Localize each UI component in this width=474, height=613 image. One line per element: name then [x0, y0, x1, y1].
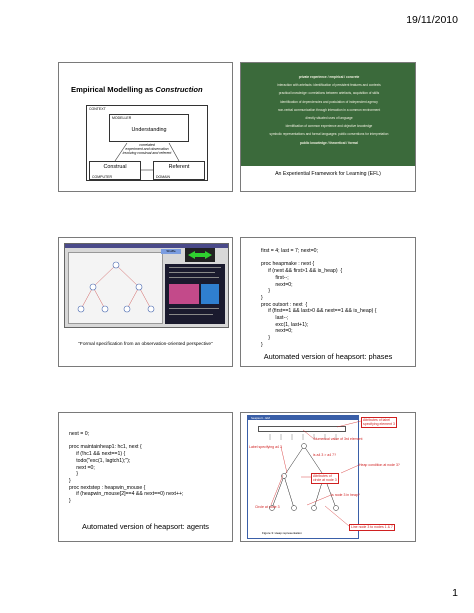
shuffle-button[interactable]: Shuffle [161, 249, 181, 254]
circle-node-annotation: Circle at node 3 [255, 505, 280, 509]
slide-efl [240, 62, 416, 192]
heapsort-screenshot [64, 243, 229, 328]
heap-figure-caption: Figure 3: Heap representation [262, 531, 302, 535]
phases-code: first = 4; last = 7; next=0; proc heapmake : next { if (next && first>1 && is_heap) { first--; next=0; } } proc outsort : next { if (first==1 && last>0 && next==1 && is_heap) { last--; exc(1, last+1); next=0; } } [261, 248, 377, 348]
efl-line-5: directly situated uses of language [305, 115, 353, 120]
label-specifying-annotation: Label specifying a4 3 [249, 445, 282, 449]
comparison-annotation: is a4 3 > a4 7? [313, 453, 337, 457]
slide5-caption: Automated version of heapsort: agents [82, 522, 209, 531]
efl-line-2: practical knowledge: correlations between artefacts, acquisition of skills [278, 91, 380, 96]
tree-canvas [68, 252, 163, 324]
heap-condition-annotation: Heap condition at node 3? [359, 463, 400, 467]
slide-heapsort-agents [58, 412, 233, 542]
attributes-label-annotation: Attributes of label specifying element 3 [363, 418, 395, 427]
efl-line-4: non-verbal communication through interaction in a common environment [277, 107, 381, 112]
referent-label: Referent [168, 164, 190, 170]
correlation-line-3: involving construal and referent [122, 151, 172, 155]
efl-line-8: public knowledge / theoretical / formal [300, 140, 358, 145]
construction-diagram [86, 105, 208, 181]
slide-empirical-modelling [58, 62, 233, 192]
page-date: 19/11/2010 [406, 14, 458, 26]
numerical-value-annotation: Numerical value of 3rd element [314, 437, 363, 441]
attributes-circle-annotation: Attributes of circle at node 3 [313, 474, 337, 483]
computer-label: COMPUTER [92, 175, 113, 179]
correlation-line-2: experiment and observation [125, 147, 169, 151]
window-title: heapsort - EM [251, 416, 270, 420]
green-arrows-icon [185, 248, 215, 262]
efl-panel [241, 63, 416, 166]
efl-line-3: identification of dependencies and postulation of independent agency [280, 99, 378, 104]
slide4-caption: Automated version of heapsort: phases [263, 352, 393, 361]
slide-title: Empirical Modelling as Construction [71, 85, 203, 94]
line-nodes-annotation: Line node 3 to nodes 1 & 7 [351, 525, 393, 530]
agents-code: next = 0; proc maintainheap1: hc1, next { if (!hc1 && next==1) { todo("exc(1, lagtch1);"); next =0; } } proc nextstep : heapwin_mouse { if (heapwin_mouse[2]==4 && next==0) next++; } [69, 431, 184, 505]
page-number: 1 [452, 587, 458, 599]
diagram-arrows [87, 106, 209, 182]
efl-caption: An Experiential Framework for Learning (EFL) [275, 171, 381, 177]
dependency-panel [165, 264, 225, 324]
heap-tree-graphic [69, 253, 164, 325]
correlation-line-1: correlated [139, 143, 155, 147]
annotation-pointers [241, 413, 416, 542]
understanding-label: Understanding [131, 127, 167, 133]
arrow-panel [185, 248, 215, 262]
modeller-label: MODELLER [112, 116, 132, 120]
in-heap-annotation: Is node 3 in heap? [331, 493, 360, 497]
efl-line-1: interaction with artefacts: identification of persistent features and contexts [277, 83, 381, 88]
slide-heapsort-phases [240, 237, 416, 367]
efl-line-6: identification of common experience and objective knowledge [285, 124, 373, 129]
slide3-caption: “Formal specification from an observation-oriented perspective” [78, 342, 213, 347]
construal-label: Construal [103, 164, 127, 170]
domain-label: DOMAIN [156, 175, 170, 179]
efl-line-7: symbolic representations and formal languages: public conventions for interpretation [269, 132, 389, 137]
efl-line-0: private experience / empirical / concrete [298, 75, 360, 79]
context-label: CONTEXT [89, 107, 106, 111]
slide-annotated-heapsort [240, 412, 416, 542]
slide-formal-specification [58, 237, 233, 367]
